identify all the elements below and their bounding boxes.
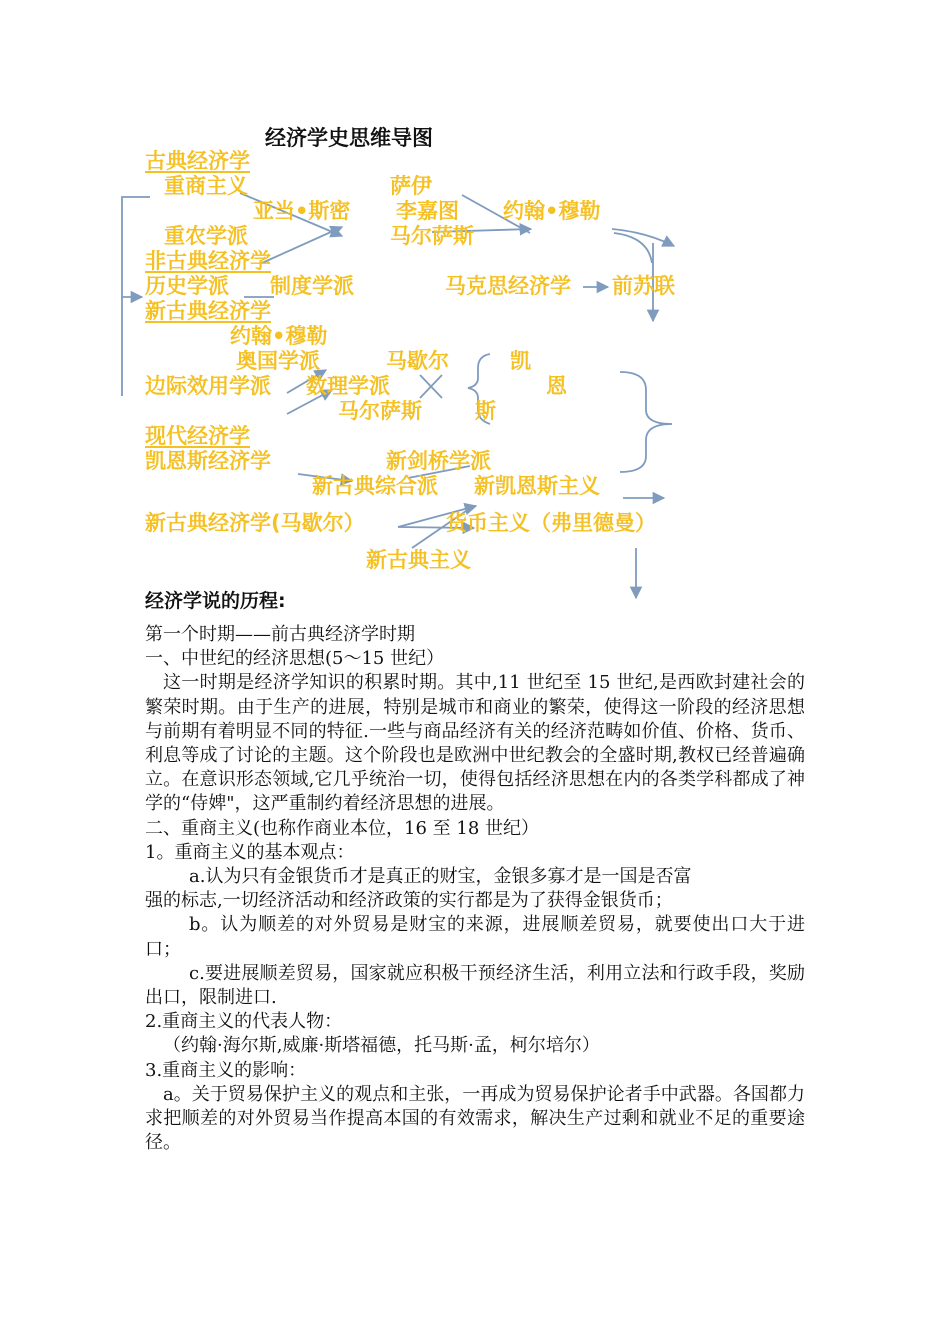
node-ricardo: 李嘉图 — [396, 199, 459, 223]
node-soviet: 前苏联 — [612, 274, 675, 298]
node-mercantilism: 重商主义 — [164, 174, 248, 198]
node-mill-1: 约翰•穆勒 — [503, 199, 601, 223]
node-marshall: 马歇尔 — [386, 349, 449, 373]
node-keynes-3: 斯 — [475, 399, 496, 423]
point-2-list: （约翰·海尔斯,威廉·斯塔福德，托马斯·孟，柯尔培尔） — [163, 1035, 600, 1057]
node-keynesian: 凯恩斯经济学 — [145, 449, 271, 473]
node-historical: 历史学派 — [145, 274, 229, 298]
point-1b: b。认为顺差的对外贸易是财宝的来源，进展顺差贸易，就要使出口大于进口； — [145, 914, 805, 960]
point-1-title: 1。重商主义的基本观点： — [145, 841, 355, 863]
node-classical: 古典经济学 — [145, 149, 250, 173]
node-neoclassicism: 新古典主义 — [366, 548, 471, 572]
period-title: 第一个时期——前古典经济学时期 — [145, 624, 415, 645]
node-neosynthesis: 新古典综合派 — [312, 474, 438, 498]
point-2-title: 2.重商主义的代表人物： — [145, 1011, 343, 1033]
article-body — [145, 623, 805, 1155]
curve-mill — [614, 233, 652, 263]
point-1c: c.要进展顺差贸易，国家就应积极干预经济生活，利用立法和行政手段，奖励出口，限制进口. — [145, 962, 805, 1009]
node-nonclassical: 非古典经济学 — [145, 249, 271, 273]
arrow-to-smith-2 — [262, 227, 342, 263]
point-3a: a。关于贸易保护主义的观点和主张，一再成为贸易保护论者手中武器。各国都力求把顺差的对外贸易当作提高本国的有效需求，解决生产过剩和就业不足的重要途径。 — [145, 1083, 805, 1154]
node-newkeynesian: 新凯恩斯主义 — [474, 474, 600, 498]
section-2-title: 二、重商主义(也称作商业本位，16 至 18 世纪） — [145, 817, 539, 839]
node-physiocrats: 重农学派 — [164, 224, 248, 248]
node-austrian: 奥国学派 — [236, 349, 320, 373]
node-marginal: 边际效用学派 — [145, 374, 271, 398]
node-keynes-2: 恩 — [546, 374, 567, 398]
point-3-title: 3.重商主义的影响： — [145, 1059, 307, 1081]
node-cambridge: 新剑桥学派 — [386, 449, 491, 473]
point-1a-line-2: 强的标志,一切经济活动和经济政策的实行都是为了获得金银货币； — [145, 890, 673, 912]
node-neoclassical: 新古典经济学 — [145, 299, 271, 323]
article-heading: 经济学说的历程: — [145, 590, 286, 612]
node-mill-2: 约翰•穆勒 — [230, 324, 328, 348]
node-say: 萨伊 — [390, 174, 432, 198]
brace-large — [620, 372, 672, 472]
node-marxist: 马克思经济学 — [445, 274, 571, 298]
node-institutional: 制度学派 — [270, 274, 354, 298]
node-malthus-1: 马尔萨斯 — [390, 224, 474, 248]
section-1-title: 一、中世纪的经济思想(5～15 世纪） — [145, 648, 445, 670]
node-mathematical: 数理学派 — [306, 374, 390, 398]
node-smith: 亚当•斯密 — [253, 199, 351, 223]
node-monetarism: 货币主义（弗里德曼） — [446, 511, 656, 535]
node-neomarshall: 新古典经济学(马歇尔） — [145, 511, 365, 535]
point-1a-line-1: a.认为只有金银货币才是真正的财宝，金银多寡才是一国是否富 — [189, 866, 692, 888]
node-malthus-2: 马尔萨斯 — [338, 399, 422, 423]
section-1-paragraph: 这一时期是经济学知识的积累时期。其中,11 世纪至 15 世纪,是西欧封建社会的繁荣时期。由于生产的进展，特别是城市和商业的繁荣，使得这一阶段的经济思想与前期有着明显不同的特征.一些与商品经济有关的经济范畴如价值、价格、货币、利息等成了讨论的主题。这个阶段也是欧洲中世纪教会的全盛时期,教权已经普遍确立。在意识形态领域,它几乎统治一切，使得包括经济思想在内的各类学科都成了神学的“侍婢"，这严重制约着经济思想的进展。 — [145, 672, 805, 815]
node-modern: 现代经济学 — [145, 424, 250, 448]
node-keynes-1: 凯 — [510, 349, 531, 373]
mindmap-title: 经济学史思维导图 — [265, 126, 433, 150]
